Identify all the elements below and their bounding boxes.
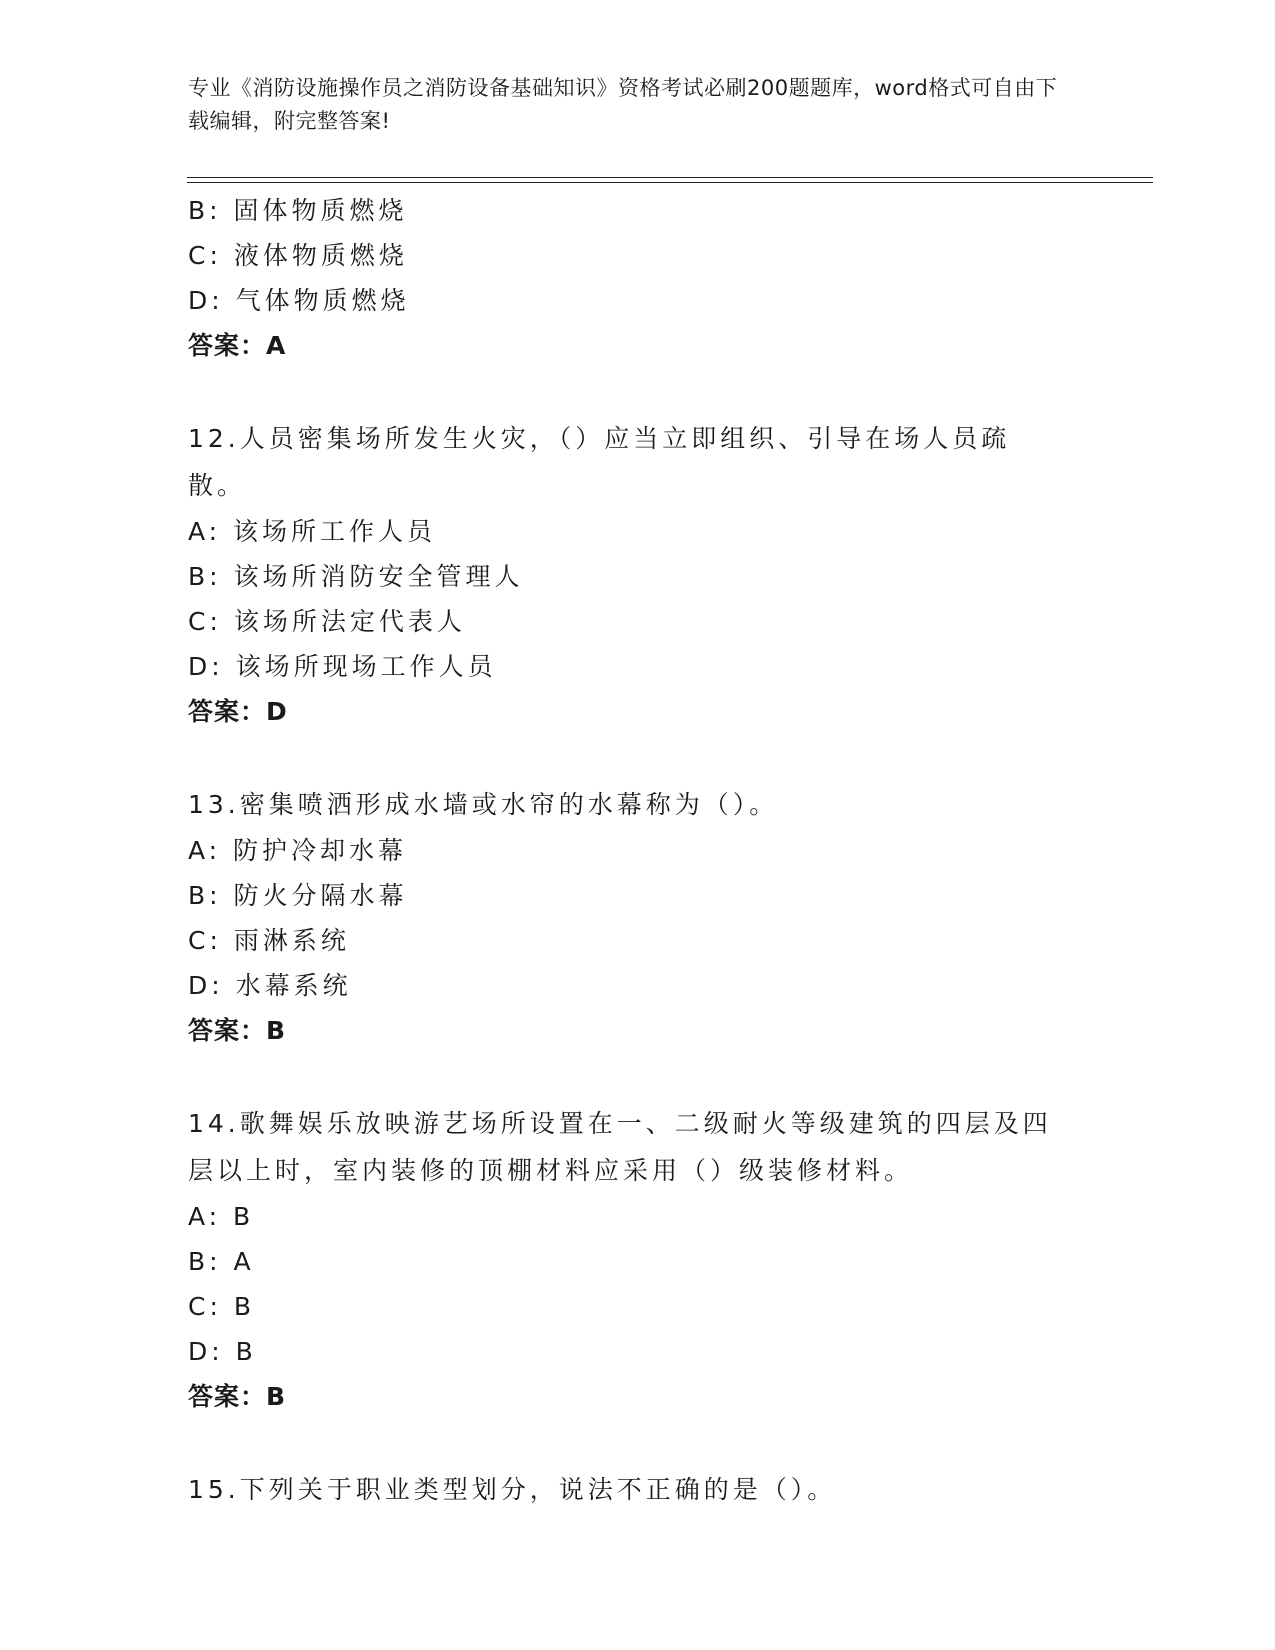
question-list	[188, 188, 1088, 1513]
option-a: A: 防护冷却水幕	[188, 836, 408, 865]
question-12-text: 12.人员密集场所发生火灾，（）应当立即组织、引导在场人员疏散。	[188, 424, 1011, 500]
option-d: D: 气体物质燃烧	[188, 286, 410, 315]
option-d: D: B	[188, 1337, 257, 1366]
option-b: B: 该场所消防安全管理人	[188, 562, 524, 591]
question-15-text: 15.下列关于职业类型划分，说法不正确的是（）。	[188, 1475, 837, 1504]
option-a: A: B	[188, 1202, 255, 1231]
option-c: C: 该场所法定代表人	[188, 607, 466, 636]
header-divider-top	[187, 177, 1153, 178]
option-b: B: A	[188, 1247, 255, 1276]
option-b: B: 固体物质燃烧	[188, 196, 408, 225]
option-a: A: 该场所工作人员	[188, 517, 437, 546]
answer-line: 答案：A	[188, 331, 287, 360]
option-d: D: 水幕系统	[188, 971, 352, 1000]
option-c: C: 雨淋系统	[188, 926, 350, 955]
question-14-text: 14.歌舞娱乐放映游艺场所设置在一、二级耐火等级建筑的四层及四层以上时，室内装修的顶棚材料应采用（）级装修材料。	[188, 1109, 1052, 1185]
question-13-text: 13.密集喷洒形成水墙或水帘的水幕称为（）。	[188, 790, 779, 819]
option-c: C: B	[188, 1292, 255, 1321]
answer-line: 答案：B	[188, 1016, 287, 1045]
option-c: C: 液体物质燃烧	[188, 241, 408, 270]
answer-line: 答案：D	[188, 697, 288, 726]
document-header: 专业《消防设施操作员之消防设备基础知识》资格考试必刷200题题库，word格式可自由下载编辑，附完整答案!	[188, 76, 1058, 133]
option-d: D: 该场所现场工作人员	[188, 652, 497, 681]
option-b: B: 防火分隔水幕	[188, 881, 408, 910]
answer-line: 答案：B	[188, 1382, 287, 1411]
header-divider-bottom	[187, 182, 1153, 183]
